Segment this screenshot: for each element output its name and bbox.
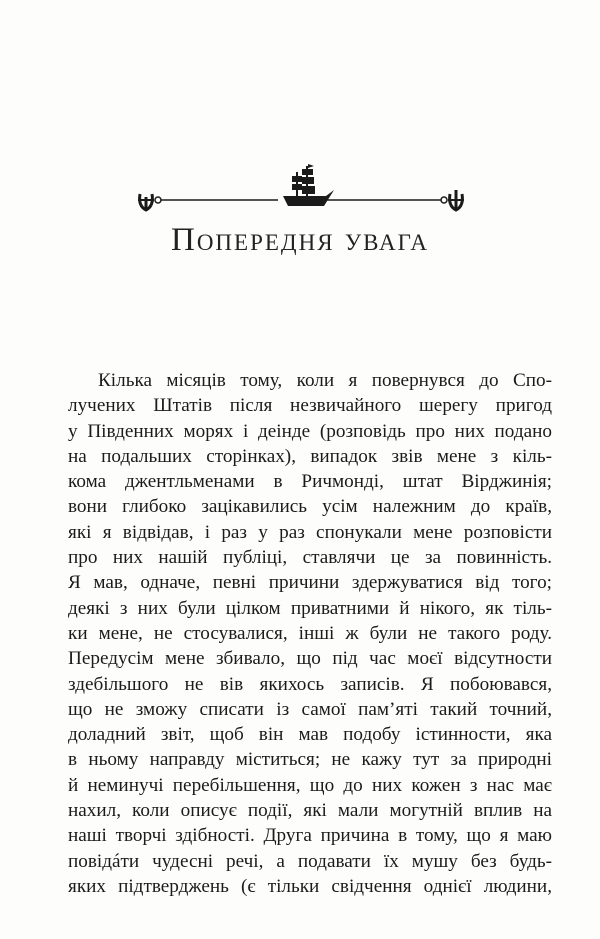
text-line: деякі з них були цілком приватними й нікого, як тіль- (68, 597, 552, 619)
ship-anchor-ornament (136, 160, 466, 220)
text-line: наші творчі здібності. Друга причина в тому, що я маю (68, 825, 552, 847)
text-line: й неминучі перебільшення, що до них кожен з нас має (68, 774, 552, 796)
text-line: в ньому направду міститься; не кажу тут за природні (68, 749, 552, 771)
anchor-icon (138, 194, 161, 210)
text-line: Я мав, одначе, певні причини здержуватися від того; (68, 572, 552, 594)
text-line: у Південних морях і деінде (розповідь про них подано (68, 420, 552, 442)
text-line: вони глибоко зацікавились усім належним до країв, (68, 496, 552, 518)
text-line: ки мене, не стосувалися, інші ж були не такого роду. (68, 622, 552, 644)
text-line: кома джентльменами в Ричмонді, штат Вірджинія; (68, 471, 552, 493)
text-line: що не зможу списати із самої пам’яті такий точний, (68, 698, 552, 720)
text-line: лучених Штатів після незвичайного шерегу пригод (68, 395, 552, 417)
text-line: доладний звіт, щоб він мав подобу істинности, яка (68, 724, 552, 746)
text-line: яких підтверджень (є тільки свідчення однієї людини, (68, 875, 552, 897)
text-line: Передусім мене збивало, що під час моєї відсутности (68, 648, 552, 670)
text-line: на подальших сторінках), випадок звів мене з кіль- (68, 445, 552, 467)
anchor-icon (441, 190, 464, 210)
text-line: нахил, коли описує події, які мали могутній вплив на (68, 800, 552, 822)
text-line: повідáти чудесні речі, а подавати їх мушу без будь- (68, 850, 552, 872)
text-line: які я відвідав, і раз у раз спонукали мене розповісти (68, 521, 552, 543)
text-line: Кілька місяців тому, коли я повернувся до Спо- (98, 370, 552, 391)
text-line: про них нашій публіці, ставлячи це за повинність. (68, 547, 552, 569)
page-title: Попередня увага (170, 222, 430, 258)
text-line: здебільшого не вів якихось записів. Я побоювався, (68, 673, 552, 695)
body-text (68, 368, 552, 899)
